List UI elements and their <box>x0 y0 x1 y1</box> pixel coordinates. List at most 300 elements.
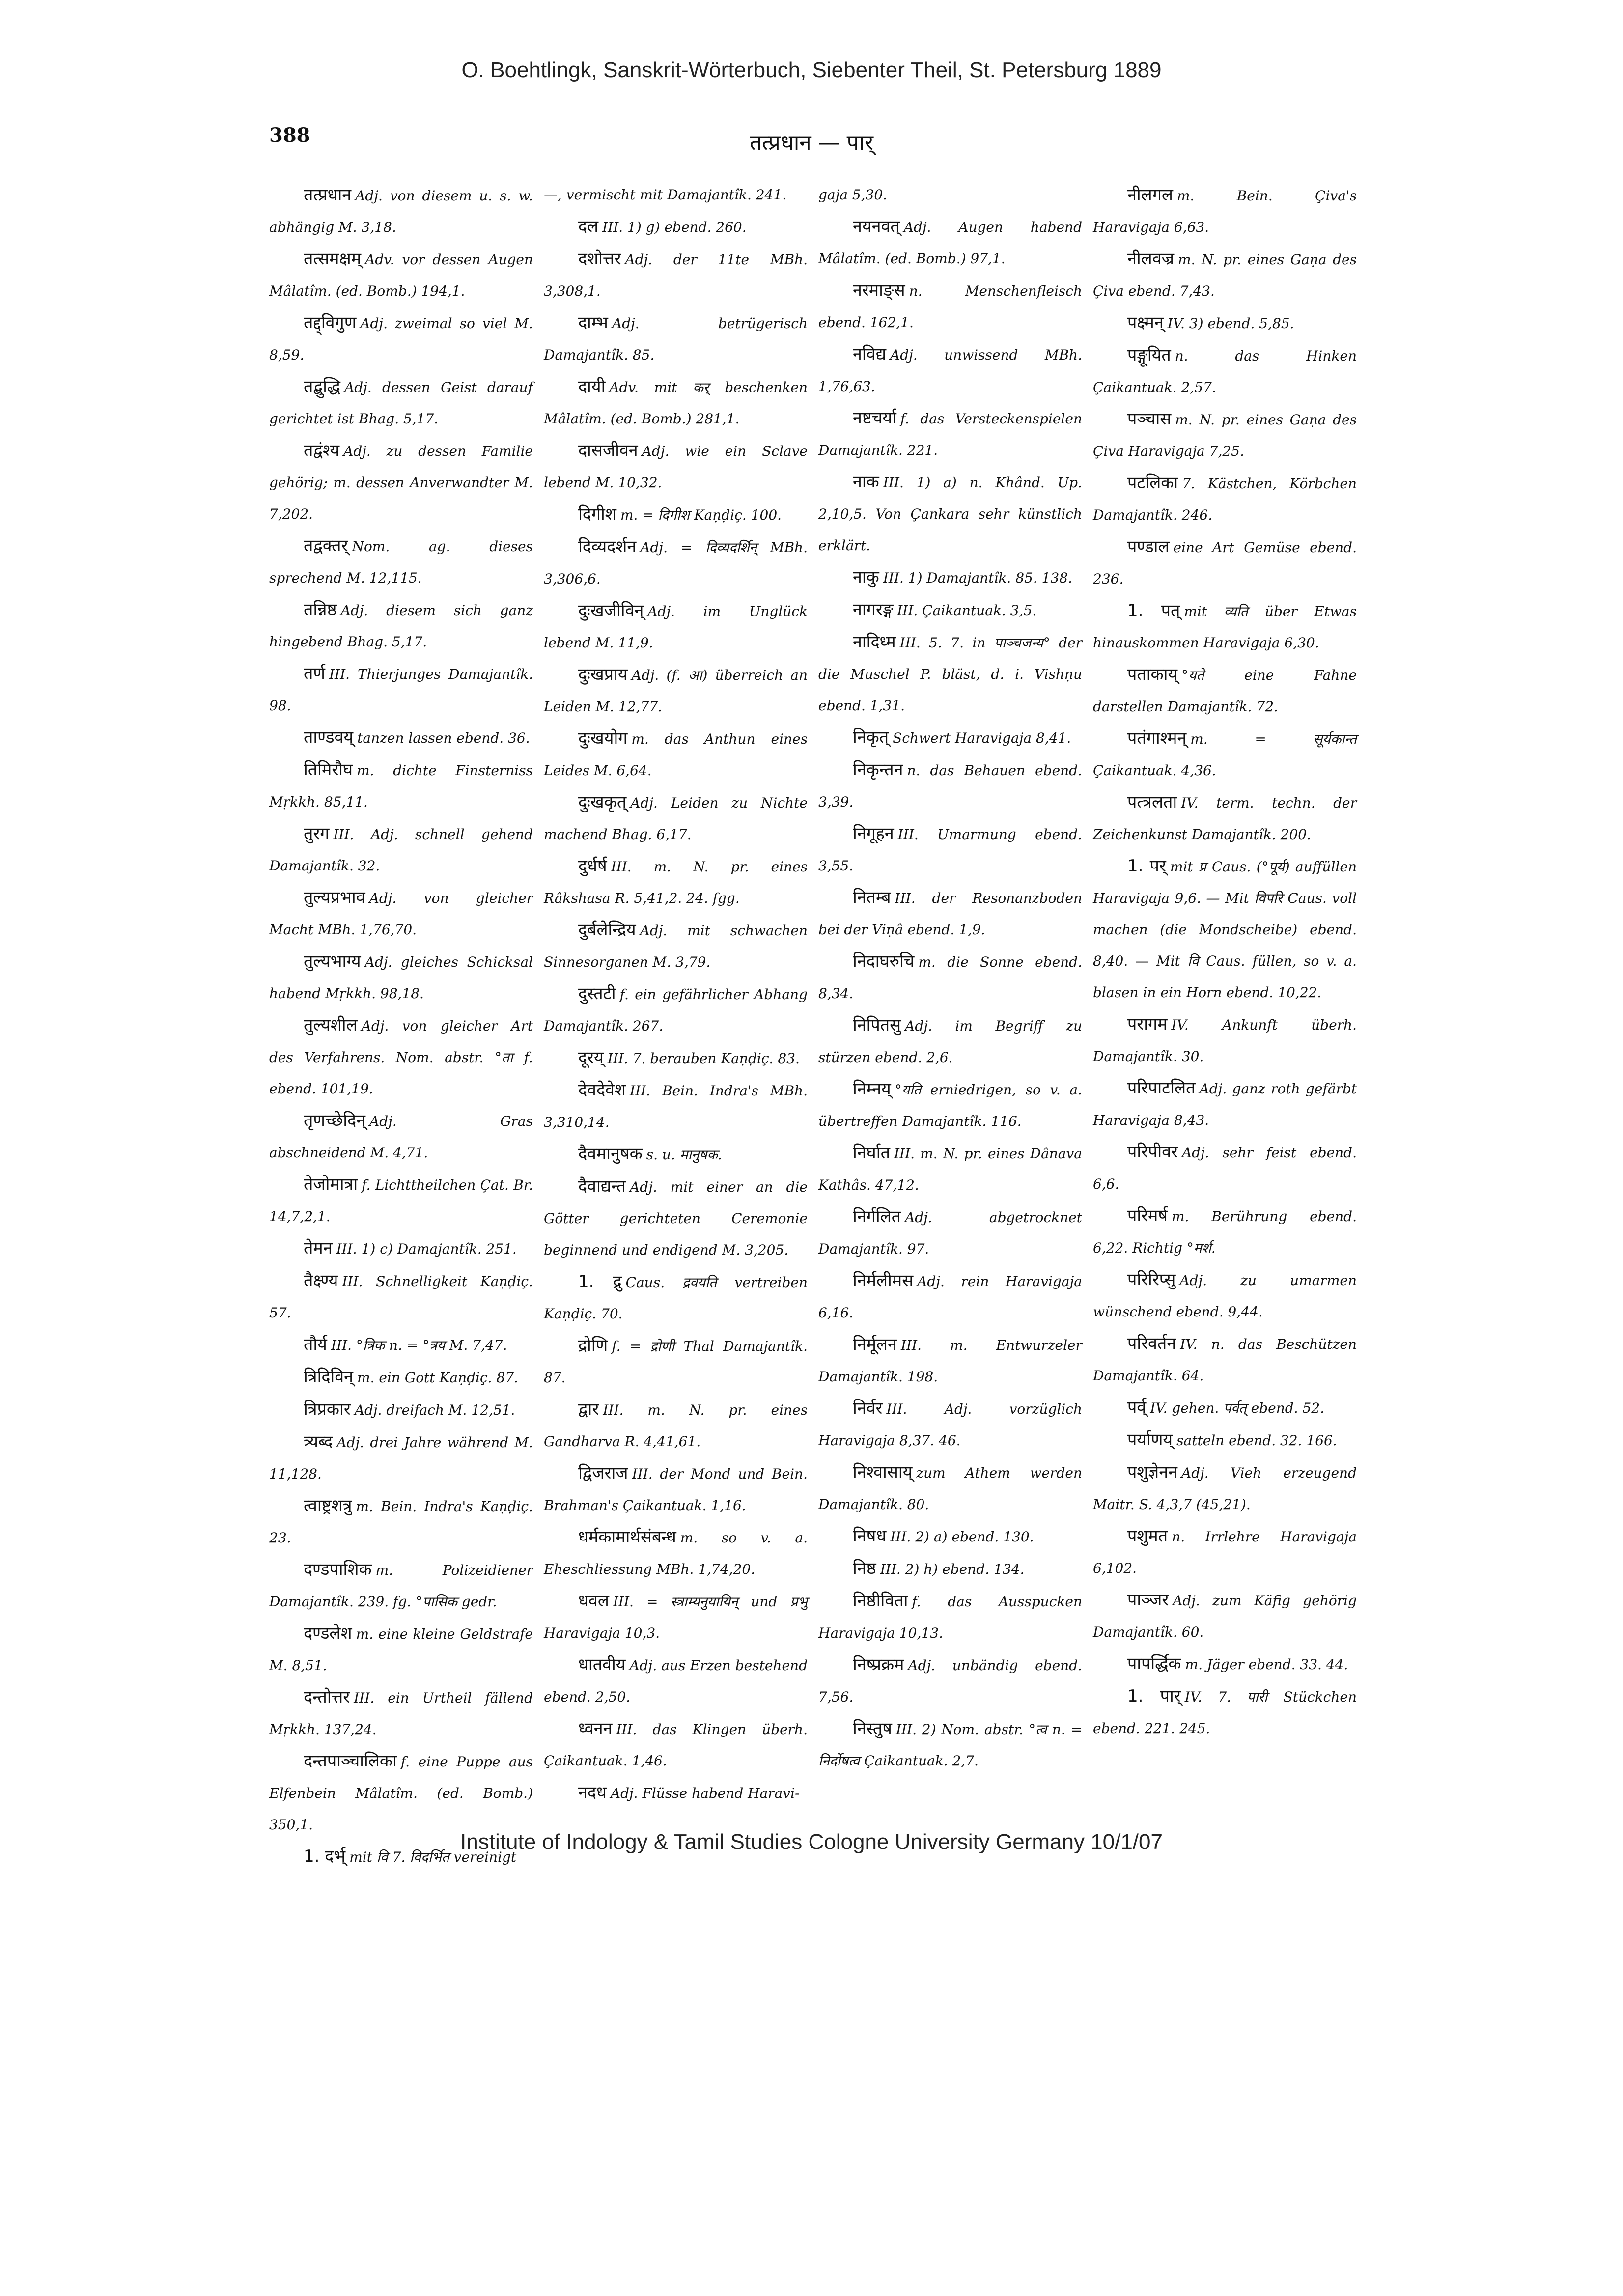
entry-headword: निषध <box>853 1526 887 1546</box>
entry-text: Adj. dreifach M. 12,51. <box>354 1402 515 1418</box>
entry-text: Adj. zum Käfig gehörig Damajantîk. 60. <box>1093 1593 1357 1640</box>
entry-text: Adv. mit कर् beschenken Mâlatîm. (ed. Bomb.) 281,1. <box>544 379 808 427</box>
dictionary-entry <box>1093 1648 1357 1680</box>
entry-text: Adj. dessen Geist darauf gerichtet ist Bhag. 5,17. <box>269 379 533 427</box>
dictionary-entry <box>544 499 808 531</box>
entry-text: zum Athem werden Damajantîk. 80. <box>818 1465 1082 1512</box>
entry-text: III. 1) a) n. Khând. Up. 2,10,5. Von Çankara sehr künstlich erklärt. <box>818 475 1082 554</box>
entry-text: Adj. zweimal so viel M. 8,59. <box>269 315 533 363</box>
dictionary-entry <box>544 1171 808 1266</box>
entry-text: III. 1) c) Damajantîk. 251. <box>336 1241 517 1257</box>
entry-headword: 1. द्रु <box>578 1272 622 1291</box>
dictionary-entry <box>269 882 533 946</box>
entry-headword: नाकु <box>853 567 879 587</box>
dictionary-entry <box>818 1265 1082 1329</box>
entry-text: Adj. Vieh erzeugend Maitr. S. 4,3,7 (45,21). <box>1093 1465 1357 1512</box>
entry-text: f. = द्रोणी Thal Damajantîk. 87. <box>544 1338 808 1386</box>
entry-text: mit प्र Caus. (°पूर्य) auffüllen Haravigaja 9,6. — Mit विपरि Caus. voll machen (die Mondscheibe) ebend. 8,40. — Mit वि Caus. füllen, so v. a. blasen in ein Horn ebend. 10,22. <box>1093 859 1357 1001</box>
entry-headword: पत्त्रलता <box>1127 792 1177 812</box>
entry-text: f. das Ausspucken Haravigaja 10,13. <box>818 1594 1082 1641</box>
entry-text: Caus. द्रवयति vertreiben Kaṇḍiç. 70. <box>544 1274 808 1322</box>
entry-text: m. die Sonne ebend. 8,34. <box>818 954 1082 1002</box>
dictionary-entry <box>269 594 533 658</box>
dictionary-entry <box>818 338 1082 402</box>
entry-text: Adj. gleiches Schicksal habend Mṛkkh. 98,18. <box>269 954 533 1002</box>
dictionary-entry <box>818 211 1082 275</box>
entry-text: IV. 7. पारी Stückchen ebend. 221. 245. <box>1093 1689 1357 1736</box>
entry-headword: 1. पर् <box>1127 856 1166 876</box>
entry-headword: पशुज्ञेनन <box>1127 1462 1177 1482</box>
dictionary-entry <box>818 818 1082 882</box>
entry-headword: नष्टचर्या <box>853 408 896 428</box>
entry-text: Adj. von gleicher Art des Verfahrens. Nom. abstr. °ता f. ebend. 101,19. <box>269 1018 533 1097</box>
dictionary-entry <box>1093 1424 1357 1456</box>
entry-text: f. das Versteckenspielen Damajantîk. 221. <box>818 411 1082 458</box>
entry-headword: दशोत्तर <box>578 249 621 269</box>
entry-text: III. 2) h) ebend. 134. <box>880 1561 1025 1577</box>
entry-text: Adj. aus Erzen bestehend ebend. 2,50. <box>544 1657 808 1705</box>
dictionary-entry <box>544 723 808 786</box>
entry-headword: दुःखयोग <box>578 728 628 748</box>
dictionary-entry <box>269 1361 533 1394</box>
entry-headword: निश्वासाय् <box>853 1462 913 1482</box>
entry-headword: त्वाष्ट्रशत्रु <box>304 1496 352 1515</box>
entry-headword: तुल्यभाग्य <box>304 952 361 971</box>
entry-text: III. °त्रिक n. = °त्रय M. 7,47. <box>331 1337 507 1353</box>
entry-text: IV. term. techn. der Zeichenkunst Damajantîk. 200. <box>1093 795 1357 842</box>
dictionary-entry <box>818 1520 1082 1553</box>
dictionary-entry <box>818 466 1082 561</box>
dictionary-entry <box>1093 1200 1357 1264</box>
entry-text: f. eine Puppe aus Elfenbein Mâlatîm. (ed. Bomb.) 350,1. <box>269 1754 533 1833</box>
dictionary-entry <box>818 882 1082 946</box>
dictionary-entry <box>818 722 1082 754</box>
dictionary-entry <box>1093 467 1357 531</box>
entry-text: Adj. unbändig ebend. 7,56. <box>818 1657 1082 1705</box>
entry-headword: निर्मलीमस <box>853 1271 914 1290</box>
entry-text: —, vermischt mit Damajantîk. 241. <box>544 187 787 203</box>
dictionary-entry <box>269 1105 533 1169</box>
entry-text: III. Adj. vorzüglich Haravigaja 8,37. 46. <box>818 1401 1082 1449</box>
dictionary-entry <box>1093 1264 1357 1328</box>
entry-text: n. Irrlehre Haravigaja 6,102. <box>1093 1529 1357 1576</box>
entry-headword: नागरङ्ग <box>853 600 894 619</box>
entry-headword: नितम्ब <box>853 888 891 907</box>
dictionary-entry <box>544 978 808 1042</box>
entry-headword: द्विजराज <box>578 1463 628 1483</box>
entry-text: m. Bein. Indra's Kaṇḍiç. 23. <box>269 1498 533 1546</box>
entry-headword: निर्मूलन <box>853 1335 897 1354</box>
entry-headword: परिरिप्सु <box>1127 1270 1176 1289</box>
entry-headword: निस्तुष <box>853 1719 892 1738</box>
entry-headword: तद्बुद्धि <box>304 377 341 396</box>
entry-headword: दुर्धर्ष <box>578 856 607 876</box>
entry-headword: दुःखप्राय <box>578 665 628 684</box>
entry-text: m. eine kleine Geldstrafe M. 8,51. <box>269 1626 533 1674</box>
entry-text: gaja 5,30. <box>818 187 888 203</box>
entry-headword: निर्गलित <box>853 1207 901 1227</box>
entry-text: f. ein gefährlicher Abhang Damajantîk. 267. <box>544 986 808 1034</box>
entry-text: III. m. N. pr. eines Dânava Kathâs. 47,12. <box>818 1146 1082 1193</box>
dictionary-entry <box>1093 531 1357 595</box>
dictionary-entry <box>269 1232 533 1265</box>
column-1 <box>269 179 533 1866</box>
entry-headword: निकृत् <box>853 728 889 747</box>
entry-text: m. N. pr. eines Gaṇa des Çiva ebend. 7,43. <box>1093 252 1357 299</box>
entry-headword: निष्ठ <box>853 1559 876 1578</box>
dictionary-entry <box>269 1265 533 1329</box>
entry-headword: धातवीय <box>578 1655 626 1675</box>
dictionary-entry <box>544 1074 808 1138</box>
entry-headword: द्वार <box>578 1400 599 1419</box>
dictionary-entry <box>818 1393 1082 1456</box>
entry-text: III. 1) g) ebend. 260. <box>602 219 747 235</box>
entry-headword: ध्वनन <box>578 1719 613 1738</box>
dictionary-entry <box>544 914 808 978</box>
dictionary-entry <box>1093 307 1357 339</box>
entry-text: IV. Ankunft überh. Damajantîk. 30. <box>1093 1017 1357 1064</box>
dictionary-entry <box>269 1554 533 1618</box>
entry-text: Adj. Augen habend Mâlatîm. (ed. Bomb.) 97,1. <box>818 219 1082 267</box>
column-2 <box>544 179 808 1802</box>
entry-headword: तुल्यप्रभाव <box>304 888 365 907</box>
dictionary-entry <box>1093 243 1357 307</box>
entry-headword: 1. पत् <box>1127 601 1180 620</box>
entry-text: m. Polizeidiener Damajantîk. 239. fg. °पासिक gedr. <box>269 1562 533 1610</box>
entry-text: Adj. zu umarmen wünschend ebend. 9,44. <box>1093 1272 1357 1320</box>
dictionary-entry <box>544 211 808 243</box>
dictionary-entry <box>544 786 808 850</box>
entry-headword: पञ्चास <box>1127 409 1172 429</box>
dictionary-entry <box>1093 595 1357 659</box>
dictionary-entry <box>544 1457 808 1521</box>
entry-text: Adj. abgetrocknet Damajantîk. 97. <box>818 1209 1082 1257</box>
entry-text: IV. 3) ebend. 5,85. <box>1167 315 1294 332</box>
entry-text: III. Umarmung ebend. 3,55. <box>818 826 1082 874</box>
entry-headword: 1. पार् <box>1127 1686 1181 1706</box>
entry-text: m. das Anthun eines Leides M. 6,64. <box>544 731 808 779</box>
dictionary-entry <box>818 275 1082 338</box>
entry-headword: पताकाय् <box>1127 665 1178 684</box>
dictionary-entry <box>818 1585 1082 1649</box>
dictionary-entry <box>818 402 1082 466</box>
entry-text: m. ein Gott Kaṇḍiç. 87. <box>357 1370 518 1386</box>
entry-text: Nom. ag. dieses sprechend M. 12,115. <box>269 538 533 586</box>
dictionary-entry <box>544 1266 808 1330</box>
entry-headword: पङ्गूयित <box>1127 345 1171 365</box>
dictionary-entry <box>544 307 808 371</box>
entry-text: °यते eine Fahne darstellen Damajantîk. 72. <box>1093 667 1357 715</box>
entry-text: III. m. Entwurzeler Damajantîk. 198. <box>818 1337 1082 1385</box>
entry-headword: त्रिदिविन् <box>304 1367 354 1387</box>
entry-headword: तृणच्छेदिन् <box>304 1111 366 1130</box>
entry-headword: तद्वंश्य <box>304 441 340 460</box>
dictionary-entry <box>818 1713 1082 1777</box>
entry-headword: दिव्यदर्शन <box>578 537 637 557</box>
entry-text: IV. n. das Beschützen Damajantîk. 64. <box>1093 1336 1357 1384</box>
dictionary-entry <box>269 371 533 435</box>
entry-headword: पक्ष्मन् <box>1127 313 1164 333</box>
entry-headword: निष्ठीविता <box>853 1591 908 1611</box>
entry-text: Adj. unwissend MBh. 1,76,63. <box>818 347 1082 394</box>
entry-text: Adj. sehr feist ebend. 6,6. <box>1093 1145 1357 1192</box>
dictionary-entry <box>818 1456 1082 1520</box>
entry-headword: दुःखकृत् <box>578 792 627 812</box>
entry-headword: तिमिरौघ <box>304 760 353 780</box>
dictionary-entry <box>269 530 533 594</box>
dictionary-entry <box>544 1330 808 1394</box>
entry-headword: दुःखजीविन् <box>578 601 644 620</box>
entry-text: m. = सूर्यकान्त Çaikantuak. 4,36. <box>1093 731 1357 779</box>
dictionary-entry <box>544 435 808 499</box>
entry-text: m. Berührung ebend. 6,22. Richtig °मर्श. <box>1093 1208 1357 1256</box>
entry-text: Adj. Gras abschneidend M. 4,71. <box>269 1113 533 1161</box>
entry-text: Schwert Haravigaja 8,41. <box>893 730 1071 746</box>
entry-headword: तुल्यशील <box>304 1015 358 1035</box>
entry-headword: पटलिका <box>1127 473 1178 493</box>
entry-headword: नीलगल <box>1127 185 1173 205</box>
entry-text: eine Art Gemüse ebend. 236. <box>1093 539 1357 587</box>
entry-text: III. 7. berauben Kaṇḍiç. 83. <box>607 1050 800 1066</box>
dictionary-entry <box>1093 339 1357 403</box>
entry-headword: ताण्डवय् <box>304 728 354 747</box>
dictionary-entry <box>818 561 1082 594</box>
entry-text: m. so v. a. Eheschliessung MBh. 1,74,20. <box>544 1530 808 1577</box>
dictionary-entry <box>1093 1328 1357 1392</box>
entry-text: n. das Hinken Çaikantuak. 2,57. <box>1093 348 1357 395</box>
dictionary-entry <box>818 754 1082 818</box>
entry-headword: पर्व् <box>1127 1398 1147 1417</box>
entry-headword: त्रिप्रकार <box>304 1400 351 1419</box>
entry-text: Adj. drei Jahre während M. 11,128. <box>269 1434 533 1482</box>
entry-headword: तत्प्रधान <box>304 185 352 205</box>
entry-headword: नयनवत् <box>853 217 900 236</box>
entry-text: III. 2) Nom. abstr. °त्व n. = निर्दोषत्व Çaikantuak. 2,7. <box>818 1721 1082 1769</box>
entry-headword: तद्वक्तर् <box>304 536 348 556</box>
entry-text: Adj. zu dessen Familie gehörig; m. dessen Anverwandter M. 7,202. <box>269 443 533 522</box>
entry-headword: दुस्तटी <box>578 984 616 1004</box>
entry-text: tanzen lassen ebend. 36. <box>357 730 530 746</box>
dictionary-entry <box>544 850 808 914</box>
column-4 <box>1093 179 1357 1786</box>
entry-text: m. Jäger ebend. 33. 44. <box>1185 1656 1348 1673</box>
dictionary-entry <box>269 1618 533 1681</box>
dictionary-entry <box>1093 1456 1357 1520</box>
entry-headword: दण्डपाशिक <box>304 1560 372 1579</box>
dictionary-entry <box>818 179 1082 211</box>
entry-headword: दन्तपाञ्चालिका <box>304 1751 397 1771</box>
dictionary-entry <box>818 594 1082 626</box>
dictionary-entry <box>1093 723 1357 786</box>
entry-headword: तत्समक्षम् <box>304 249 362 269</box>
entry-text: Adv. vor dessen Augen Mâlatîm. (ed. Bomb.) 194,1. <box>269 252 533 299</box>
dictionary-entry <box>818 1329 1082 1393</box>
entry-headword: नाक <box>853 472 879 492</box>
entry-headword: पशुमत <box>1127 1526 1168 1546</box>
entry-headword: परिवर्तन <box>1127 1334 1176 1353</box>
entry-text: III. m. N. pr. eines Râkshasa R. 5,41,2. 24. fgg. <box>544 859 808 906</box>
dictionary-entry <box>544 595 808 659</box>
entry-text: III. Schnelligkeit Kaṇḍiç. 57. <box>269 1273 533 1321</box>
entry-headword: निम्नय् <box>853 1079 891 1099</box>
dictionary-entry <box>544 1777 808 1809</box>
entry-headword: दण्डलेश <box>304 1624 352 1643</box>
entry-headword: द्रोणि <box>578 1336 608 1355</box>
entry-text: Adj. betrügerisch Damajantîk. 85. <box>544 315 808 363</box>
dictionary-entry <box>1093 659 1357 723</box>
dictionary-entry <box>544 1585 808 1649</box>
entry-headword: त्र्यब्द <box>304 1432 333 1452</box>
entry-headword: निष्प्रक्रम <box>853 1655 904 1675</box>
dictionary-entry <box>1093 1072 1357 1136</box>
entry-text: m. N. pr. eines Gaṇa des Çiva Haravigaja 7,25. <box>1093 412 1357 459</box>
dictionary-entry <box>1093 1680 1357 1744</box>
entry-text: °यति erniedrigen, so v. a. übertreffen Damajantîk. 116. <box>818 1082 1082 1129</box>
entry-text: III. der Resonanzboden bei der Viṇâ ebend. 1,9. <box>818 890 1082 938</box>
entry-headword: निकृन्तन <box>853 760 903 780</box>
dictionary-entry <box>544 1713 808 1777</box>
entry-text: Adj. mit schwachen Sinnesorganen M. 3,79. <box>544 923 808 970</box>
entry-headword: दूरय् <box>578 1048 604 1067</box>
entry-text: III. 1) Damajantîk. 85. 138. <box>883 570 1072 586</box>
dictionary-entry <box>269 658 533 722</box>
dictionary-entry <box>1093 1520 1357 1584</box>
source-citation: O. Boehtlingk, Sanskrit-Wörterbuch, Siebenter Theil, St. Petersburg 1889 <box>461 58 1162 82</box>
entry-text: III. Adj. schnell gehend Damajantîk. 32. <box>269 826 533 874</box>
entry-text: III. m. N. pr. eines Gandharva R. 4,41,61. <box>544 1402 808 1450</box>
dictionary-entry <box>544 179 808 211</box>
entry-text: satteln ebend. 32. 166. <box>1176 1432 1337 1449</box>
dictionary-entry <box>269 1394 533 1426</box>
dictionary-entry <box>269 243 533 307</box>
running-title: तत्प्रधान — पार् <box>749 130 874 155</box>
dictionary-entry <box>544 1394 808 1457</box>
entry-headword: दाम्भ <box>578 313 608 333</box>
entry-text: Adj. von diesem u. s. w. abhängig M. 3,18. <box>269 188 533 235</box>
entry-text: s. u. मानुषक. <box>646 1147 722 1163</box>
entry-headword: दिगीश <box>578 504 616 524</box>
entry-headword: धर्मकामार्थसंबन्ध <box>578 1527 676 1547</box>
dictionary-entry <box>818 1009 1082 1073</box>
entry-headword: निर्वर <box>853 1399 883 1418</box>
dictionary-entry <box>269 946 533 1009</box>
entry-headword: पापर्द्धिक <box>1127 1654 1181 1674</box>
entry-text: Adj. = दिव्यदर्शिन् MBh. 3,306,6. <box>544 539 808 587</box>
entry-text: III. = स्त्राम्यनुयायिन् und प्रभु Haravigaja 10,3. <box>544 1594 808 1641</box>
entry-headword: तद्द्विगुण <box>304 313 357 333</box>
footer-attribution: Institute of Indology & Tamil Studies Cologne University Germany 10/1/07 <box>460 1830 1163 1854</box>
entry-headword: तुरग <box>304 824 330 843</box>
dictionary-entry <box>1093 786 1357 850</box>
entry-text: Adj. (f. आ) überreich an Leiden M. 12,77. <box>544 667 808 715</box>
dictionary-entry <box>269 1426 533 1490</box>
entry-text: Adj. ganz roth gefärbt Haravigaja 8,43. <box>1093 1081 1357 1128</box>
entry-headword: तर्ण <box>304 664 325 683</box>
dictionary-entry <box>818 1201 1082 1265</box>
dictionary-entry <box>1093 1392 1357 1424</box>
entry-headword: नीलवज्र <box>1127 249 1175 269</box>
entry-headword: नदध <box>578 1783 607 1802</box>
entry-headword: धवल <box>578 1591 609 1611</box>
entry-headword: दैवमानुषक <box>578 1144 643 1164</box>
entry-headword: परिमर्ष <box>1127 1206 1168 1226</box>
dictionary-entry <box>818 626 1082 722</box>
entry-headword: पाञ्जर <box>1127 1590 1169 1610</box>
entry-text: mit व्यति über Etwas hinauskommen Haravigaja 6,30. <box>1093 603 1357 651</box>
dictionary-entry <box>269 1490 533 1554</box>
page-number: 388 <box>269 124 310 147</box>
entry-headword: तन्निष्ठ <box>304 600 337 619</box>
entry-headword: तेमन <box>304 1238 333 1258</box>
entry-text: m. = दिगीश Kaṇḍiç. 100. <box>620 507 782 523</box>
entry-text: Adj. wie ein Sclave lebend M. 10,32. <box>544 443 808 491</box>
entry-text: Adj. von gleicher Macht MBh. 1,76,70. <box>269 890 533 938</box>
entry-text: III. ein Urtheil fällend Mṛkkh. 137,24. <box>269 1690 533 1737</box>
entry-text: n. Menschenfleisch ebend. 162,1. <box>818 283 1082 331</box>
dictionary-entry <box>544 1138 808 1171</box>
dictionary-entry <box>544 1521 808 1585</box>
entry-headword: निगूहन <box>853 824 894 843</box>
entry-headword: निदाघरुचि <box>853 952 915 971</box>
entry-headword: नरमाङ्स <box>853 280 905 300</box>
dictionary-entry <box>269 179 533 243</box>
dictionary-entry <box>818 946 1082 1009</box>
entry-headword: 1. दर्भ् <box>304 1847 346 1866</box>
entry-headword: दासजीवन <box>578 441 638 460</box>
entry-headword: पतंगाश्मन् <box>1127 728 1187 748</box>
dictionary-entry <box>818 1649 1082 1713</box>
entry-headword: निर्घात <box>853 1143 890 1163</box>
dictionary-entry <box>544 531 808 595</box>
entry-headword: तौर्य <box>304 1335 327 1354</box>
dictionary-entry <box>818 1553 1082 1585</box>
entry-headword: दुर्बलेन्द्रिय <box>578 920 636 940</box>
entry-headword: नविद्य <box>853 344 886 364</box>
dictionary-entry <box>269 722 533 754</box>
entry-text: m. dichte Finsterniss Mṛkkh. 85,11. <box>269 762 533 810</box>
dictionary-entry <box>1093 1584 1357 1648</box>
dictionary-entry <box>1093 850 1357 1008</box>
dictionary-entry <box>269 754 533 818</box>
dictionary-entry <box>544 1042 808 1074</box>
entry-text: Adj. rein Haravigaja 6,16. <box>818 1273 1082 1321</box>
entry-text: III. 5. 7. in पाञ्चजन्य° der die Muschel P. bläst, d. i. Vishṇu ebend. 1,31. <box>818 635 1082 714</box>
dictionary-entry <box>269 1009 533 1105</box>
entry-headword: तैक्ष्ण्य <box>304 1271 338 1290</box>
dictionary-entry <box>269 1681 533 1745</box>
entry-text: Adj. Leiden zu Nichte machend Bhag. 6,17. <box>544 795 808 842</box>
entry-text: IV. gehen. पर्वत् ebend. 52. <box>1150 1400 1325 1416</box>
dictionary-entry <box>1093 1008 1357 1072</box>
dictionary-entry <box>544 659 808 723</box>
dictionary-entry <box>269 1329 533 1361</box>
entry-headword: परिपीवर <box>1127 1142 1178 1162</box>
dictionary-entry <box>269 818 533 882</box>
entry-text: Adj. diesem sich ganz hingebend Bhag. 5,17. <box>269 602 533 650</box>
entry-text: f. Lichttheilchen Çat. Br. 14,7,2,1. <box>269 1177 533 1225</box>
entry-text: 7. Kästchen, Körbchen Damajantîk. 246. <box>1093 476 1357 523</box>
entry-headword: दैवाद्यन्त <box>578 1176 626 1196</box>
entry-headword: तेजोमात्रा <box>304 1175 358 1194</box>
dictionary-entry <box>818 1137 1082 1201</box>
dictionary-entry <box>269 435 533 530</box>
entry-text: III. 2) a) ebend. 130. <box>890 1529 1034 1545</box>
entry-headword: निपितसु <box>853 1015 901 1035</box>
dictionary-entry <box>818 1073 1082 1137</box>
entry-headword: दायी <box>578 377 606 396</box>
entry-text: n. das Behauen ebend. 3,39. <box>818 762 1082 810</box>
entry-text: Adj. mit einer an die Götter gerichteten Ceremonie beginnend und endigend M. 3,205. <box>544 1179 808 1258</box>
